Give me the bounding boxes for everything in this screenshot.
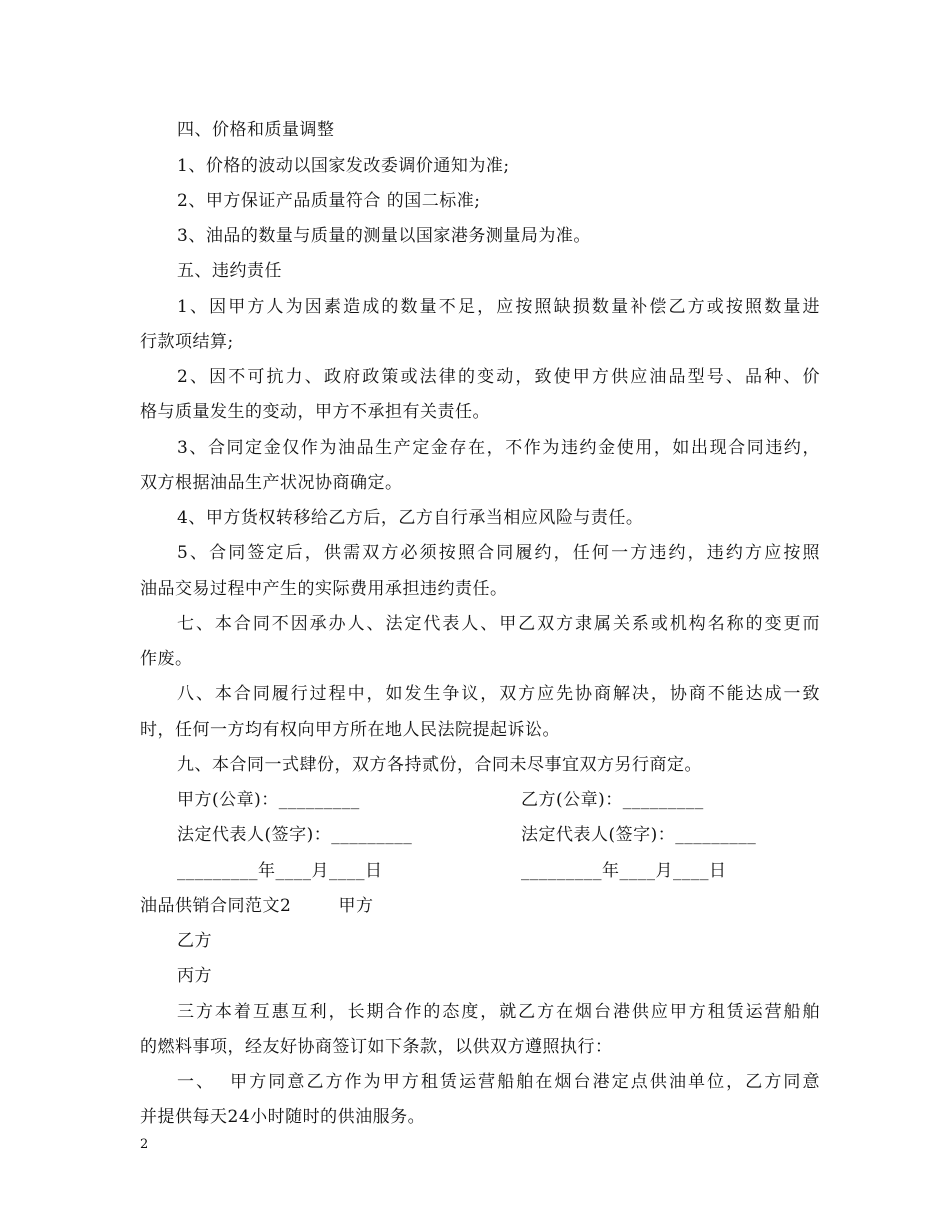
clause-line: 格与质量发生的变动，甲方不承担有关责任。 <box>140 402 490 422</box>
party-b-seal-field: 乙方(公章)：_________ <box>521 790 704 810</box>
clause-line: 九、本合同一式肆份，双方各持贰份，合同未尽事宜双方另行商定。 <box>177 755 702 775</box>
clause-line: 1、因甲方人为因素造成的数量不足，应按照缺损数量补偿乙方或按照数量进 <box>177 297 820 317</box>
party-a-date-field: _________年____月____日 <box>177 861 383 881</box>
clause-line: 4、甲方货权转移给乙方后，乙方自行承当相应风险与责任。 <box>177 508 644 528</box>
party-a-rep-field: 法定代表人(签字)：_________ <box>177 825 413 845</box>
clause-line: 行款项结算; <box>140 332 234 352</box>
contract-title-2: 油品供销合同范文2 甲方 <box>140 896 374 916</box>
clause-line: 一、 甲方同意乙方作为甲方租赁运营船舶在烟台港定点供油单位，乙方同意 <box>177 1072 820 1092</box>
clause-line: 1、价格的波动以国家发改委调价通知为准; <box>177 156 510 176</box>
preamble-line: 的燃料事项，经友好协商签订如下条款，以供双方遵照执行： <box>140 1037 613 1057</box>
section-heading-liability: 五、违约责任 <box>177 261 282 281</box>
party-a-seal-field: 甲方(公章)：_________ <box>177 790 360 810</box>
party-b-date-field: _________年____月____日 <box>521 861 727 881</box>
clause-line: 油品交易过程中产生的实际费用承担违约责任。 <box>140 579 508 599</box>
clause-line: 七、本合同不因承办人、法定代表人、甲乙双方隶属关系或机构名称的变更而 <box>177 614 820 634</box>
clause-line: 作废。 <box>140 649 193 669</box>
preamble-line: 三方本着互惠互利，长期合作的态度，就乙方在烟台港供应甲方租赁运营船舶 <box>177 1002 820 1022</box>
party-b-rep-field: 法定代表人(签字)：_________ <box>521 825 757 845</box>
clause-line: 八、本合同履行过程中，如发生争议，双方应先协商解决，协商不能达成一致 <box>177 684 820 704</box>
clause-line: 时，任何一方均有权向甲方所在地人民法院提起诉讼。 <box>140 720 560 740</box>
party-label: 丙方 <box>177 966 212 986</box>
clause-line: 2、因不可抗力、政府政策或法律的变动，致使甲方供应油品型号、品种、价 <box>177 367 820 387</box>
clause-line: 2、甲方保证产品质量符合 的国二标准; <box>177 191 481 211</box>
clause-line: 5、合同签定后，供需双方必须按照合同履约，任何一方违约，违约方应按照 <box>177 543 820 563</box>
clause-line: 3、合同定金仅作为油品生产定金存在，不作为违约金使用，如出现合同违约， <box>177 438 820 458</box>
page-number: 2 <box>140 1137 149 1152</box>
section-heading-price-quality: 四、价格和质量调整 <box>177 120 335 140</box>
party-label: 乙方 <box>177 931 212 951</box>
clause-line: 并提供每天24小时随时的供油服务。 <box>140 1107 426 1127</box>
clause-line: 3、油品的数量与质量的测量以国家港务测量局为准。 <box>177 226 591 246</box>
clause-line: 双方根据油品生产状况协商确定。 <box>140 473 403 493</box>
